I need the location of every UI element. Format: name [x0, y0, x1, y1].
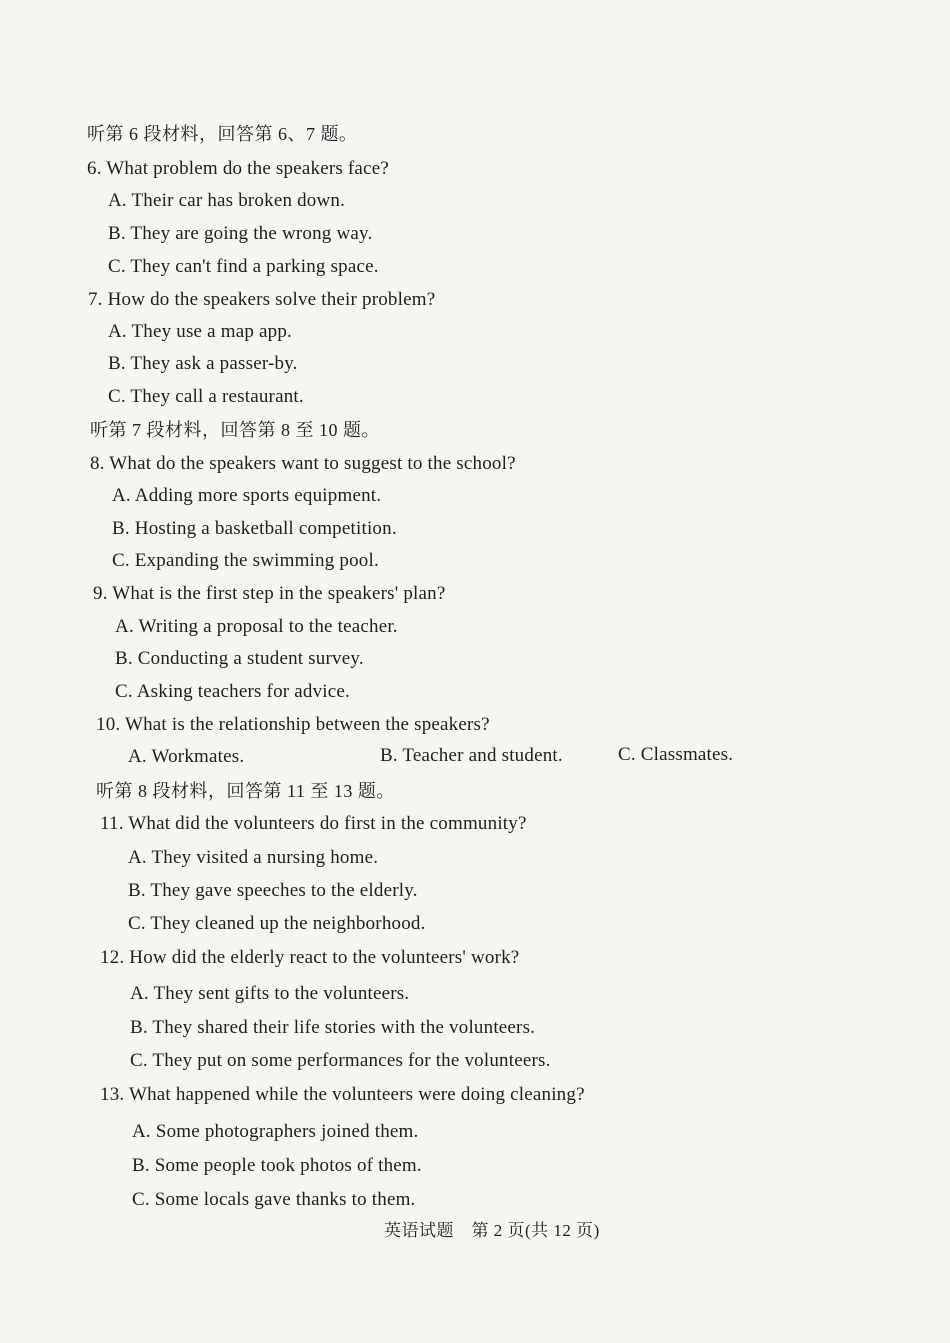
question-6-option-b: B. They are going the wrong way. [108, 223, 373, 244]
question-11-option-c: C. They cleaned up the neighborhood. [128, 913, 426, 934]
question-12-option-a: A. They sent gifts to the volunteers. [130, 983, 410, 1004]
question-13-stem: 13. What happened while the volunteers were doing cleaning? [100, 1084, 585, 1105]
question-7-option-a: A. They use a map app. [108, 321, 292, 342]
question-10-option-c: C. Classmates. [618, 744, 734, 765]
question-11-option-b: B. They gave speeches to the elderly. [128, 880, 418, 901]
section-heading-8: 听第 8 段材料，回答第 11 至 13 题。 [96, 781, 395, 801]
question-11-option-a: A. They visited a nursing home. [128, 847, 379, 868]
question-8-option-c: C. Expanding the swimming pool. [112, 550, 379, 571]
question-13-option-a: A. Some photographers joined them. [132, 1121, 419, 1142]
question-13-option-b: B. Some people took photos of them. [132, 1155, 422, 1176]
question-9-option-a: A. Writing a proposal to the teacher. [115, 616, 398, 637]
question-10-stem: 10. What is the relationship between the speakers? [96, 714, 490, 735]
question-6-stem: 6. What problem do the speakers face? [87, 158, 389, 179]
question-8-option-b: B. Hosting a basketball competition. [112, 518, 397, 539]
question-10-option-b: B. Teacher and student. [380, 745, 563, 766]
question-12-option-c: C. They put on some performances for the volunteers. [130, 1050, 551, 1071]
question-7-option-b: B. They ask a passer-by. [108, 353, 298, 374]
question-7-stem: 7. How do the speakers solve their problem? [88, 289, 436, 310]
question-9-stem: 9. What is the first step in the speakers' plan? [93, 583, 446, 604]
section-heading-6: 听第 6 段材料，回答第 6、7 题。 [87, 124, 358, 144]
question-12-option-b: B. They shared their life stories with the volunteers. [130, 1017, 536, 1038]
question-6-option-c: C. They can't find a parking space. [108, 256, 379, 277]
question-9-option-b: B. Conducting a student survey. [115, 648, 364, 669]
question-6-option-a: A. Their car has broken down. [108, 190, 346, 211]
page-footer: 英语试题 第 2 页(共 12 页) [384, 1221, 600, 1240]
question-10-option-a: A. Workmates. [128, 746, 245, 767]
question-8-stem: 8. What do the speakers want to suggest to the school? [90, 453, 516, 474]
question-13-option-c: C. Some locals gave thanks to them. [132, 1189, 416, 1210]
question-8-option-a: A. Adding more sports equipment. [112, 485, 382, 506]
question-11-stem: 11. What did the volunteers do first in the community? [100, 813, 527, 834]
question-12-stem: 12. How did the elderly react to the volunteers' work? [100, 947, 520, 968]
question-7-option-c: C. They call a restaurant. [108, 386, 304, 407]
question-9-option-c: C. Asking teachers for advice. [115, 681, 350, 702]
section-heading-7: 听第 7 段材料，回答第 8 至 10 题。 [90, 420, 380, 440]
